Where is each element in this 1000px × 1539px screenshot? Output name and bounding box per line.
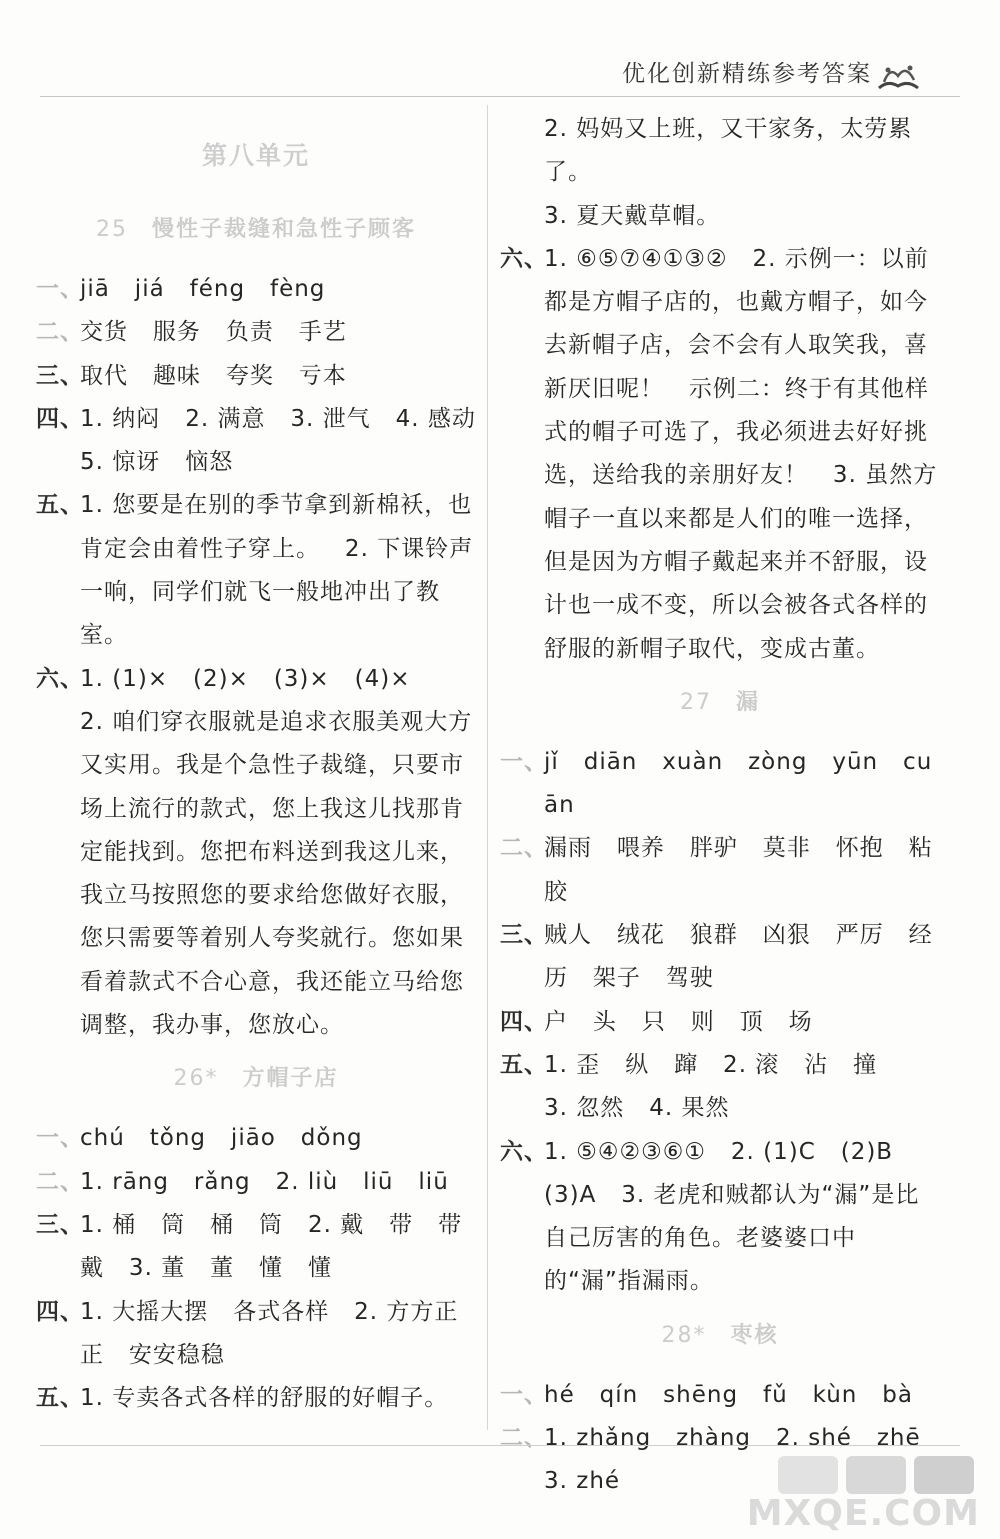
question-marker: 二、 bbox=[36, 1168, 84, 1195]
lesson-28-title bbox=[500, 1304, 940, 1374]
question-marker: 一、 bbox=[36, 276, 84, 302]
question-marker: 六、 bbox=[500, 245, 548, 272]
answer-text: 5. 惊讶 恼怒 bbox=[80, 449, 234, 476]
answer-row bbox=[36, 1291, 476, 1378]
question-marker: 四、 bbox=[500, 1008, 548, 1035]
answer-text: 1. ⑥⑤⑦④①③② 2. 示例一：以前都是方帽子店的，也戴方帽子，如今去新帽子店，会不会有人取笑我，喜新厌旧呢！ 示例二：终于有其他样式的帽子可选了，我必须进去好好挑选，送给我的亲朋好友！ 3. 虽然方帽子一直以来都是人们的唯一选择，但是因为方帽子戴起来并不舒服，设计也一成不变，所以会被各式各样的舒服的新帽子取代，变成古董。 bbox=[544, 245, 938, 662]
answer-text: 1. 大摇大摆 各式各样 2. 方方正正 安安稳稳 bbox=[80, 1298, 459, 1368]
right-column bbox=[500, 108, 940, 1504]
answer-row bbox=[500, 1044, 940, 1087]
lesson-26-answers bbox=[36, 1117, 476, 1420]
answer-text: 户 头 只 则 顶 场 bbox=[544, 1008, 813, 1035]
answer-text: 贼人 绒花 狼群 凶狠 严厉 经历 架子 驾驶 bbox=[544, 922, 933, 992]
answer-row bbox=[36, 355, 476, 398]
answer-row bbox=[500, 195, 940, 238]
lesson-27-answers bbox=[500, 741, 940, 1304]
lesson-25-title bbox=[36, 198, 476, 268]
question-marker: 二、 bbox=[500, 835, 548, 862]
question-marker: 一、 bbox=[500, 1381, 548, 1408]
answer-row bbox=[36, 1161, 476, 1204]
answer-text: 2. 咱们穿衣服就是追求衣服美观大方又实用。我是个急性子裁缝，只要市场上流行的款式，您上我这儿找那肯定能找到。您把布料送到我这儿来，我立马按照您的要求给您做好衣服，您只需要等着别人夸奖就行。您如果看着款式不合心意，我还能立马给您调整，我办事，您放心。 bbox=[80, 708, 473, 1039]
answer-text: 3. zhé bbox=[544, 1468, 621, 1495]
question-marker: 一、 bbox=[36, 1125, 84, 1152]
lesson-number: 25 bbox=[95, 217, 128, 242]
answer-row bbox=[36, 268, 476, 311]
answer-text: 3. 忽然 4. 果然 bbox=[544, 1095, 730, 1122]
question-marker: 五、 bbox=[36, 1385, 84, 1412]
answer-row bbox=[500, 914, 940, 1001]
answer-row bbox=[500, 238, 940, 671]
question-marker: 一、 bbox=[500, 748, 548, 775]
answer-row bbox=[500, 1087, 940, 1130]
question-marker: 二、 bbox=[500, 1425, 548, 1452]
lesson-name: 方帽子店 bbox=[242, 1065, 339, 1092]
answer-row bbox=[36, 658, 476, 701]
answer-row bbox=[36, 1204, 476, 1247]
lesson-name: 漏 bbox=[735, 688, 760, 715]
book-logo-icon bbox=[876, 60, 922, 94]
left-column bbox=[36, 108, 476, 1420]
answer-row bbox=[36, 701, 476, 1047]
lesson-27-title bbox=[500, 671, 940, 741]
answer-text: 1. 歪 纵 蹿 2. 滚 沾 撞 bbox=[544, 1051, 878, 1078]
answer-text: 3. 夏天戴草帽。 bbox=[544, 202, 721, 229]
answer-text: 漏雨 喂养 胖驴 莫非 怀抱 粘胶 bbox=[544, 835, 933, 905]
lesson-number: 26* bbox=[173, 1066, 219, 1092]
answer-text: 交货 服务 负责 手艺 bbox=[80, 319, 347, 346]
lesson-name: 枣核 bbox=[730, 1321, 779, 1348]
question-marker: 三、 bbox=[36, 362, 84, 389]
answer-row bbox=[500, 1001, 940, 1044]
question-marker: 二、 bbox=[36, 319, 84, 346]
page-header bbox=[0, 0, 1000, 100]
answer-text: 1. (1)× (2)× (3)× (4)× bbox=[80, 665, 411, 692]
answer-row bbox=[36, 311, 476, 354]
lesson-number: 28* bbox=[661, 1322, 707, 1348]
answer-row bbox=[36, 441, 476, 484]
unit-title: 第八单元 bbox=[201, 141, 310, 170]
lesson-name: 慢性子裁缝和急性子顾客 bbox=[151, 216, 416, 242]
question-marker: 六、 bbox=[500, 1138, 548, 1165]
answer-text: 1. rāng rǎng 2. liù liū liū bbox=[80, 1168, 449, 1195]
answer-row bbox=[500, 827, 940, 914]
answer-row bbox=[36, 1247, 476, 1290]
question-marker: 三、 bbox=[36, 1211, 84, 1238]
question-marker: 六、 bbox=[36, 665, 84, 692]
column-divider bbox=[487, 105, 488, 1430]
answer-row bbox=[500, 1374, 940, 1417]
answer-row bbox=[500, 741, 940, 828]
answer-text: 1. 桶 筒 桶 筒 2. 戴 带 带 bbox=[80, 1211, 463, 1238]
question-marker: 三、 bbox=[500, 922, 548, 949]
answer-text: 1. zhǎng zhàng 2. shé zhē bbox=[544, 1425, 921, 1452]
header-title: 优化创新精练参考答案 bbox=[622, 61, 872, 87]
answer-text: 戴 3. 董 董 懂 懂 bbox=[80, 1255, 332, 1282]
answer-text: jiā jiá féng fèng bbox=[80, 276, 326, 302]
answer-row bbox=[500, 1131, 940, 1304]
answer-row bbox=[500, 108, 940, 195]
lesson-26-title bbox=[36, 1047, 476, 1117]
footer-rule bbox=[40, 1445, 960, 1446]
answer-text: 取代 趣味 夸奖 亏本 bbox=[80, 362, 347, 389]
answer-text: 1. ⑤④②③⑥① 2. (1)C (2)B (3)A 3. 老虎和贼都认为“漏”是比自己厉害的角色。老婆婆口中的“漏”指漏雨。 bbox=[544, 1138, 920, 1295]
lesson-25-answers bbox=[36, 268, 476, 1047]
question-marker: 五、 bbox=[36, 492, 84, 519]
lesson-number: 27 bbox=[679, 689, 712, 715]
answer-text: 2. 妈妈又上班，又干家务，太劳累了。 bbox=[544, 116, 913, 186]
answer-text: 1. 您要是在别的季节拿到新棉袄，也肯定会由着性子穿上。 2. 下课铃声一响，同学们就飞一般地冲出了教室。 bbox=[80, 492, 474, 649]
question-marker: 五、 bbox=[500, 1051, 548, 1078]
answer-text: 1. 纳闷 2. 满意 3. 泄气 4. 感动 bbox=[80, 405, 476, 432]
answer-row bbox=[36, 398, 476, 441]
question-marker: 四、 bbox=[36, 1298, 84, 1325]
lesson-26-answers-continued bbox=[500, 108, 940, 671]
answer-text: chú tǒng jiāo dǒng bbox=[80, 1125, 363, 1152]
answer-row bbox=[36, 1117, 476, 1160]
question-marker: 四、 bbox=[36, 405, 84, 432]
header-rule bbox=[40, 96, 960, 97]
answer-row bbox=[36, 1377, 476, 1420]
answer-text: hé qín shēng fǔ kùn bà bbox=[544, 1381, 913, 1408]
answer-text: jǐ diān xuàn zòng yūn cuān bbox=[544, 748, 933, 819]
answer-text: 1. 专卖各式各样的舒服的好帽子。 bbox=[80, 1385, 449, 1412]
watermark-text: MXQE.COM bbox=[746, 1493, 980, 1534]
answer-row bbox=[36, 484, 476, 657]
